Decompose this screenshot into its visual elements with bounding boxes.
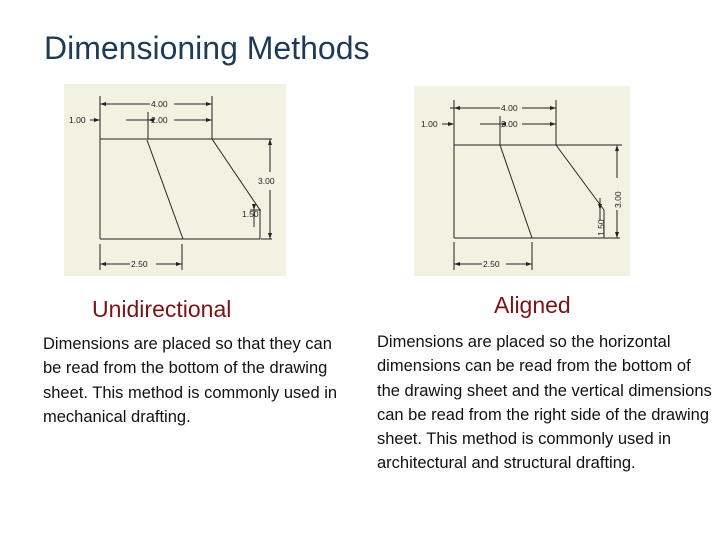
dim-height-label: 3.00 [613, 191, 623, 208]
unidirectional-description: Dimensions are placed so that they can be read from the bottom of the drawing sheet. This method is commonly used in mechanical drafting. [43, 335, 338, 426]
slide-title: Dimensioning Methods [44, 30, 370, 66]
dim-lower-label: 1.50 [596, 219, 606, 236]
unidirectional-drawing [64, 84, 286, 276]
dim-left-label: 1.00 [69, 115, 86, 125]
dim-top-label: 4.00 [151, 99, 168, 109]
part-outline [100, 139, 272, 239]
aligned-description: Dimensions are placed so the horizontal dimensions can be read from the bottom of the drawing sheet and the vertical dimensions can be read from the right side of the drawing sheet. This method is commonly used in architectural and structural drafting. [377, 333, 712, 473]
dim-left-label: 1.00 [421, 119, 438, 129]
dim-lower-label: 1.50 [242, 209, 259, 219]
dim-top-label: 4.00 [501, 103, 518, 113]
unidirectional-heading: Unidirectional [92, 296, 232, 322]
dim-height-label: 3.00 [258, 176, 275, 186]
unidirectional-drawing-svg [64, 84, 286, 276]
dim-bottom-label: 2.50 [483, 259, 500, 269]
dim-mid-label: 2.00 [151, 115, 168, 125]
aligned-drawing [414, 86, 630, 276]
aligned-heading: Aligned [494, 292, 571, 318]
dim-bottom-label: 2.50 [131, 259, 148, 269]
aligned-drawing-svg [414, 86, 630, 276]
dim-mid-label: 2.00 [501, 119, 518, 129]
